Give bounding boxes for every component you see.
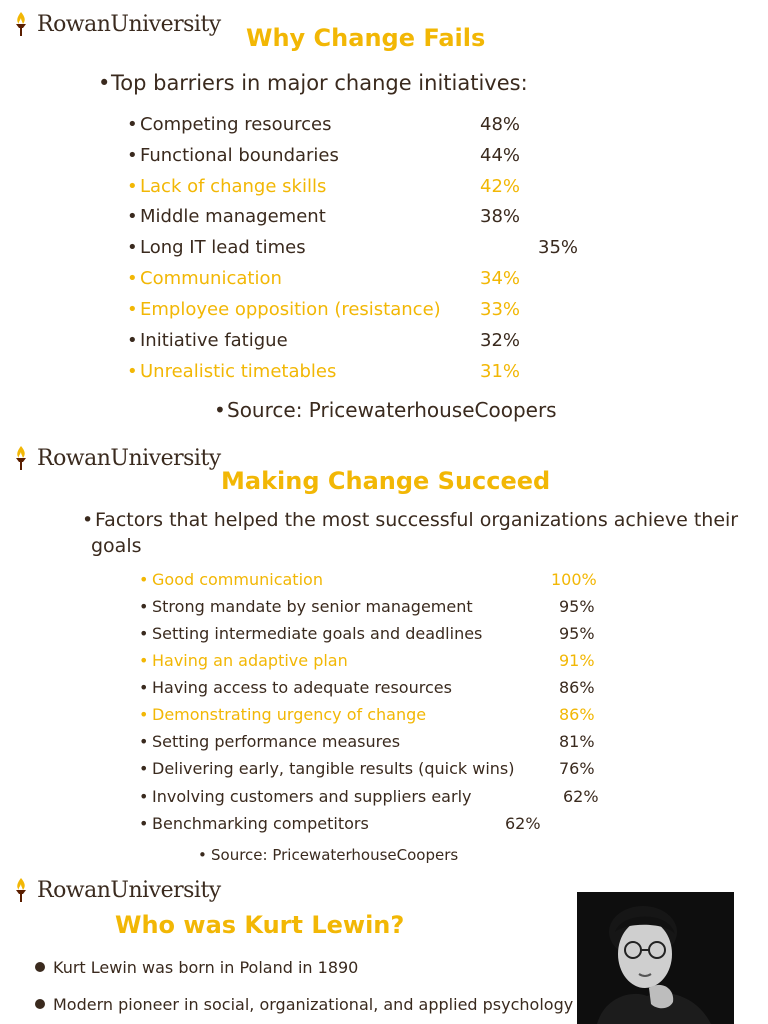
- factor-pct: 95%: [559, 624, 595, 643]
- barrier-item: • Communication: [140, 268, 282, 289]
- factor-item: • Delivering early, tangible results (quick wins): [152, 759, 515, 778]
- logo-wordmark: RowanUniversity: [37, 445, 221, 471]
- factor-item: • Having an adaptive plan: [152, 651, 348, 670]
- factor-item: • Good communication: [152, 570, 323, 589]
- factor-item: • Demonstrating urgency of change: [152, 705, 426, 724]
- barrier-pct: 42%: [480, 176, 521, 197]
- barrier-pct: 34%: [480, 268, 521, 289]
- factor-item: • Setting intermediate goals and deadlines: [152, 624, 482, 643]
- factor-pct: 86%: [559, 678, 595, 697]
- barrier-item: • Lack of change skills: [140, 176, 326, 197]
- barrier-pct: 35%: [538, 237, 579, 258]
- logo-wordmark: RowanUniversity: [37, 11, 221, 37]
- slide2-intro-line1: • Factors that helped the most successful organizations achieve their: [95, 509, 738, 531]
- factor-pct: 91%: [559, 651, 595, 670]
- barrier-item: • Long IT lead times: [140, 237, 306, 258]
- torch-icon: [11, 445, 31, 471]
- barrier-item: • Competing resources: [140, 114, 331, 135]
- lewin-bullet: Kurt Lewin was born in Poland in 1890: [53, 958, 359, 977]
- factor-item: • Setting performance measures: [152, 732, 400, 751]
- barrier-item: • Middle management: [140, 206, 326, 227]
- slide1-title: Why Change Fails: [246, 24, 486, 52]
- barrier-item: • Unrealistic timetables: [140, 361, 336, 382]
- torch-icon: [11, 877, 31, 903]
- barrier-pct: 31%: [480, 361, 521, 382]
- factor-pct: 100%: [551, 570, 597, 589]
- lewin-bullet: Modern pioneer in social, organizational, and applied psychology: [53, 995, 574, 1014]
- factor-pct: 62%: [505, 814, 541, 833]
- barrier-item: • Employee opposition (resistance): [140, 299, 441, 320]
- rowan-logo: [11, 875, 221, 905]
- factor-pct: 81%: [559, 732, 595, 751]
- factor-item: • Strong mandate by senior management: [152, 597, 473, 616]
- barrier-pct: 33%: [480, 299, 521, 320]
- barrier-pct: 44%: [480, 145, 521, 166]
- factor-item: • Benchmarking competitors: [152, 814, 369, 833]
- slide1-intro: • Top barriers in major change initiatives:: [111, 71, 528, 95]
- torch-icon: [11, 11, 31, 37]
- factor-pct: 86%: [559, 705, 595, 724]
- barrier-item: • Functional boundaries: [140, 145, 339, 166]
- bullet-marker: [35, 999, 45, 1009]
- barrier-pct: 32%: [480, 330, 521, 351]
- factor-pct: 62%: [563, 787, 599, 806]
- slide3-title: Who was Kurt Lewin?: [115, 911, 405, 939]
- slide1-source: • Source: PricewaterhouseCoopers: [227, 398, 557, 422]
- rowan-logo: [11, 9, 221, 39]
- factor-pct: 76%: [559, 759, 595, 778]
- slide2-source: • Source: PricewaterhouseCoopers: [211, 846, 458, 864]
- portrait-illustration: [577, 892, 734, 1024]
- logo-wordmark: RowanUniversity: [37, 877, 221, 903]
- barrier-pct: 48%: [480, 114, 521, 135]
- barrier-pct: 38%: [480, 206, 521, 227]
- kurt-lewin-photo: [577, 892, 734, 1024]
- barrier-item: • Initiative fatigue: [140, 330, 288, 351]
- slide2-title: Making Change Succeed: [221, 467, 551, 495]
- bullet-marker: [35, 962, 45, 972]
- factor-item: • Having access to adequate resources: [152, 678, 452, 697]
- factor-pct: 95%: [559, 597, 595, 616]
- factor-item: • Involving customers and suppliers early: [152, 787, 471, 806]
- slide2-intro-line2: goals: [91, 535, 142, 557]
- rowan-logo: [11, 443, 221, 473]
